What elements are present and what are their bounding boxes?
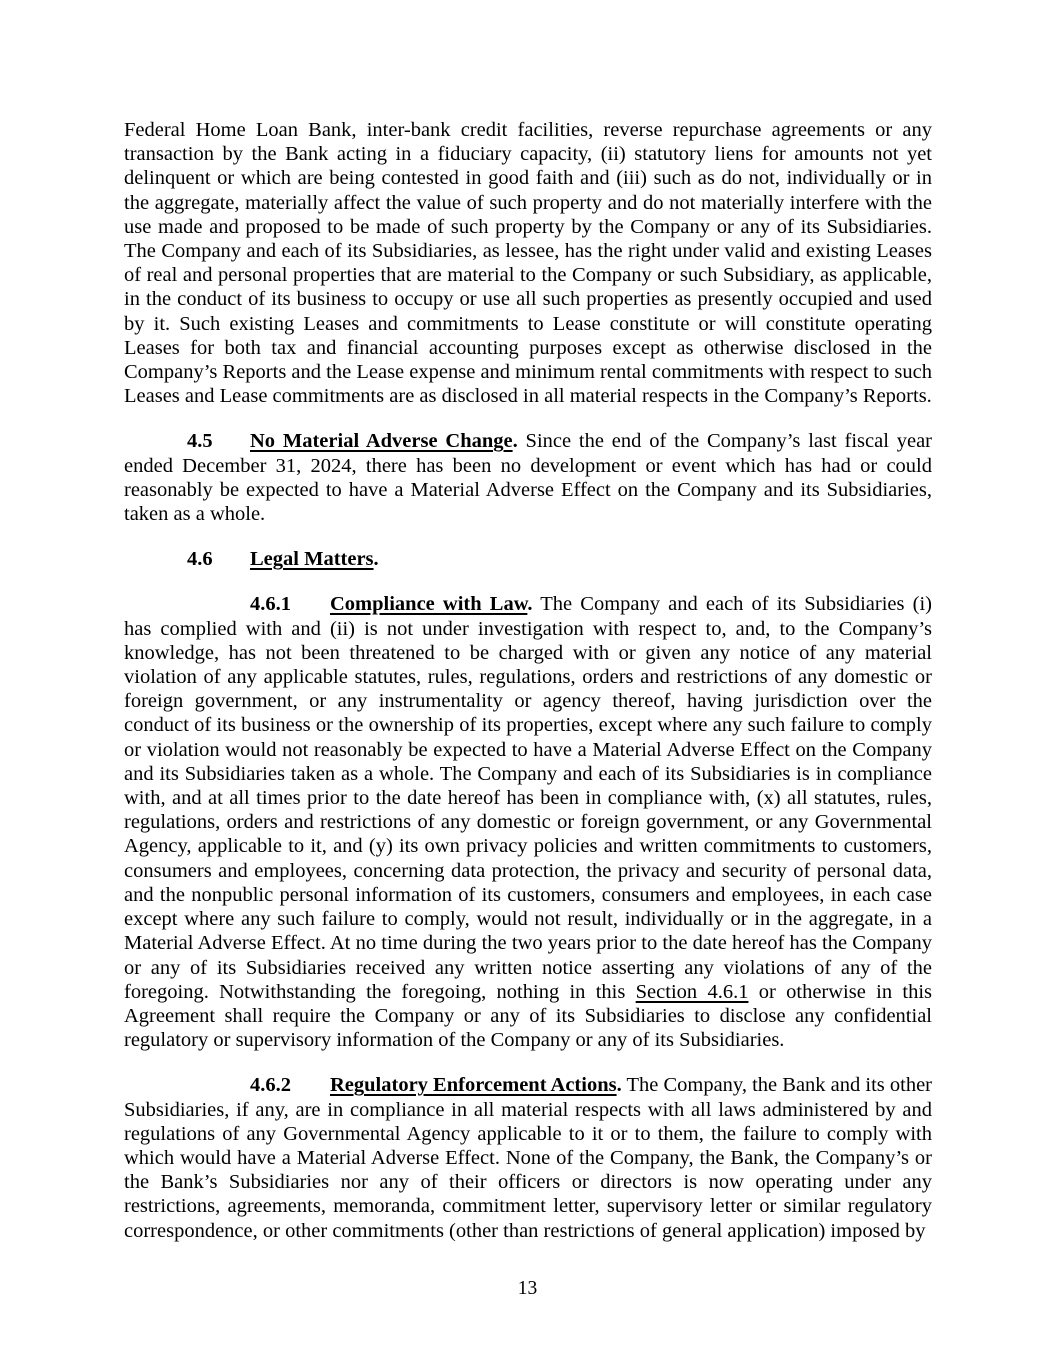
- section-4-6-1-paragraph: [124, 592, 932, 1052]
- section-4-5-title-period: .: [512, 430, 518, 453]
- section-4-6-2-paragraph: [124, 1073, 932, 1242]
- section-4-6-title: Legal Matters: [250, 548, 374, 571]
- section-4-6-1-body-post: or otherwise in this Agreement shall require the Company or any of its Subsidiaries to disclose any confidential regulatory or supervisory information of the Company or any of its Subsidiaries.: [124, 980, 932, 1052]
- section-4-5-body: Since the end of the Company’s last fiscal year ended December 31, 2024, there has been no development or event which has had or could reasonably be expected to have a Material Adverse Effect on the Company and its Subsidiaries, taken as a whole.: [124, 430, 932, 526]
- page-footer: [0, 1277, 1055, 1301]
- section-4-6-heading: [124, 547, 932, 571]
- section-4-6-title-period: .: [373, 548, 379, 571]
- section-4-6-2-number: 4.6.2: [250, 1074, 291, 1097]
- document-content: [124, 118, 932, 1243]
- section-4-5-paragraph: [124, 429, 932, 526]
- section-4-6-1-title-period: .: [527, 593, 533, 616]
- section-4-5-number: 4.5: [187, 430, 213, 453]
- section-4-6-1-cross-reference: Section 4.6.1: [635, 980, 749, 1003]
- section-4-6-1-number: 4.6.1: [250, 593, 291, 616]
- section-4-6-2-title: Regulatory Enforcement Actions: [330, 1074, 617, 1097]
- section-4-6-number: 4.6: [187, 548, 213, 571]
- section-4-6-2-title-period: .: [616, 1074, 622, 1097]
- section-4-6-1-title: Compliance with Law: [330, 593, 528, 616]
- page-number: 13: [517, 1278, 538, 1299]
- section-4-5-title: No Material Adverse Change: [250, 430, 513, 453]
- paragraph-property-and-leases: Federal Home Loan Bank, inter-bank credit facilities, reverse repurchase agreements or any transaction by the Bank acting in a fiduciary capacity, (ii) statutory liens for amounts not yet delinquent or which are being contested in good faith and (iii) such as do not, individually or in the aggregate, materially affect the value of such property and do not materially interfere with the use made and proposed to be made of such property by the Company or any of its Subsidiaries. The Company and each of its Subsidiaries, as lessee, has the right under valid and existing Leases of real and personal properties that are material to the Company or such Subsidiary, as applicable, in the conduct of its business to occupy or use all such properties as presently occupied and used by it. Such existing Leases and commitments to Lease constitute or will constitute operating Leases for both tax and financial accounting purposes except as otherwise disclosed in the Company’s Reports and the Lease expense and minimum rental commitments with respect to such Leases and Lease commitments are as disclosed in all material respects in the Company’s Reports.: [124, 119, 932, 408]
- section-4-6-2-body: The Company, the Bank and its other Subsidiaries, if any, are in compliance in all material respects with all laws administered by and regulations of any Governmental Agency applicable to it or to them, the failure to comply with which would have a Material Adverse Effect. None of the Company, the Bank, the Company’s or the Bank’s Subsidiaries nor any of their officers or directors is now operating under any restrictions, agreements, memoranda, commitment letter, supervisory letter or similar regulatory correspondence, or other commitments (other than restrictions of general application) imposed by: [124, 1074, 933, 1242]
- section-4-6-1-body-pre: The Company and each of its Subsidiaries (i) has complied with and (ii) is not under investigation with respect to, and, to the Company’s knowledge, has not been threatened to be charged with or given any notice of any material violation of any applicable statutes, rules, regulations, orders and restrictions of any domestic or foreign government, or any instrumentality or agency thereof, having jurisdiction over the conduct of its business or the ownership of its properties, except where any such failure to comply or violation would not reasonably be expected to have a Material Adverse Effect on the Company and its Subsidiaries taken as a whole. The Company and each of its Subsidiaries is in compliance with, and at all times prior to the date hereof has been in compliance with, (x) all statutes, rules, regulations, orders and restrictions of any domestic or foreign government, or any Governmental Agency, applicable to it, and (y) its own privacy policies and written commitments to customers, consumers and employees, concerning data protection, the privacy and security of personal data, and the nonpublic personal information of its customers, consumers and employees, in each case except where any such failure to comply, would not result, individually or in the aggregate, in a Material Adverse Effect. At no time during the two years prior to the date hereof has the Company or any of its Subsidiaries received any written notice asserting any violations of any of the foregoing. Notwithstanding the foregoing, nothing in this: [124, 593, 932, 1003]
